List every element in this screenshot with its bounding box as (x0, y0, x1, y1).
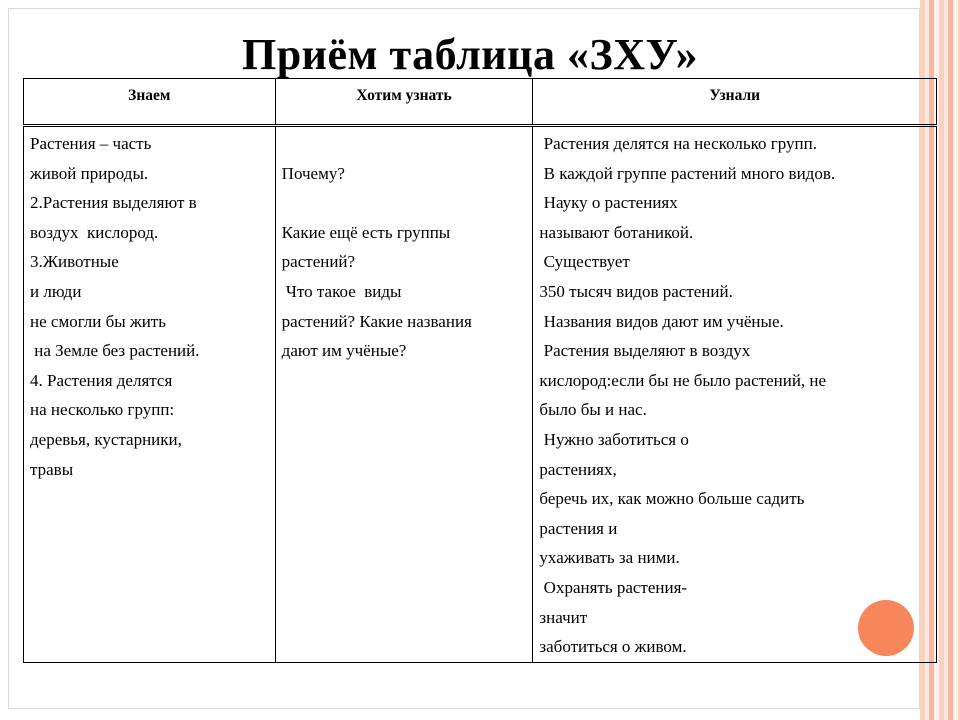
cell-line: называют ботаникой. (539, 222, 694, 242)
table-header-row (24, 79, 937, 126)
cell-line: Науку о растениях (539, 193, 678, 213)
cell-line: живой природы. (30, 163, 149, 183)
cell-line: Растения делятся на несколько групп. (539, 134, 817, 153)
cell-line: растений? Какие названия (281, 311, 472, 331)
cell-line: растений? (281, 252, 356, 272)
cell-line: было бы и нас. (539, 400, 647, 420)
cell-line: и люди (30, 281, 82, 301)
cell-learned (533, 126, 937, 663)
cell-line: ухаживать за ними. (539, 548, 680, 568)
cell-know (24, 126, 276, 663)
header-want-to-know: Хотим узнать (275, 79, 533, 126)
table-row (24, 126, 937, 663)
cell-line: не смогли бы жить (30, 311, 166, 331)
cell-line: Охранять растения- (539, 577, 688, 597)
cell-want-to-know (275, 126, 533, 663)
cell-line: растения и (539, 518, 618, 538)
header-know: Знаем (24, 79, 276, 126)
cell-line: деревья, кустарники, (30, 429, 182, 449)
cell-line: Названия видов дают им учёные. (539, 311, 784, 331)
cell-line: на Земле без растений. (30, 341, 200, 361)
cell-line: растениях, (539, 459, 617, 479)
cell-line: 4. Растения делятся (30, 370, 173, 390)
cell-line: 350 тысяч видов растений. (539, 281, 733, 301)
cell-line: Растения выделяют в воздух (539, 341, 751, 361)
zhu-table (23, 78, 937, 663)
cell-line: Почему? (281, 163, 345, 183)
cell-line: Какие ещё есть группы (281, 222, 451, 242)
decorative-orange-circle (858, 600, 914, 656)
cell-line: В каждой группе растений много видов. (539, 163, 836, 183)
blank-line (282, 188, 527, 218)
cell-line: дают им учёные? (281, 341, 407, 361)
cell-line: кислород:если бы не было растений, не (539, 370, 827, 390)
cell-line: Растения – часть (30, 134, 152, 153)
blank-line (282, 129, 527, 159)
cell-line: 3.Животные (30, 252, 119, 272)
cell-line: заботиться о живом. (539, 637, 687, 657)
cell-line: Существует (539, 252, 630, 272)
cell-line: Нужно заботиться о (539, 429, 689, 449)
cell-line: на несколько групп: (30, 400, 175, 420)
cell-line: беречь их, как можно больше садить (539, 489, 805, 509)
cell-line: Что такое виды (281, 281, 402, 301)
cell-line: 2.Растения выделяют в (30, 193, 197, 213)
slide-title: Приём таблица «ЗХУ» (241, 30, 698, 79)
cell-line: травы (30, 459, 74, 479)
cell-line: воздух кислород. (30, 222, 159, 242)
header-learned: Узнали (533, 79, 937, 126)
cell-line: значит (539, 607, 588, 627)
